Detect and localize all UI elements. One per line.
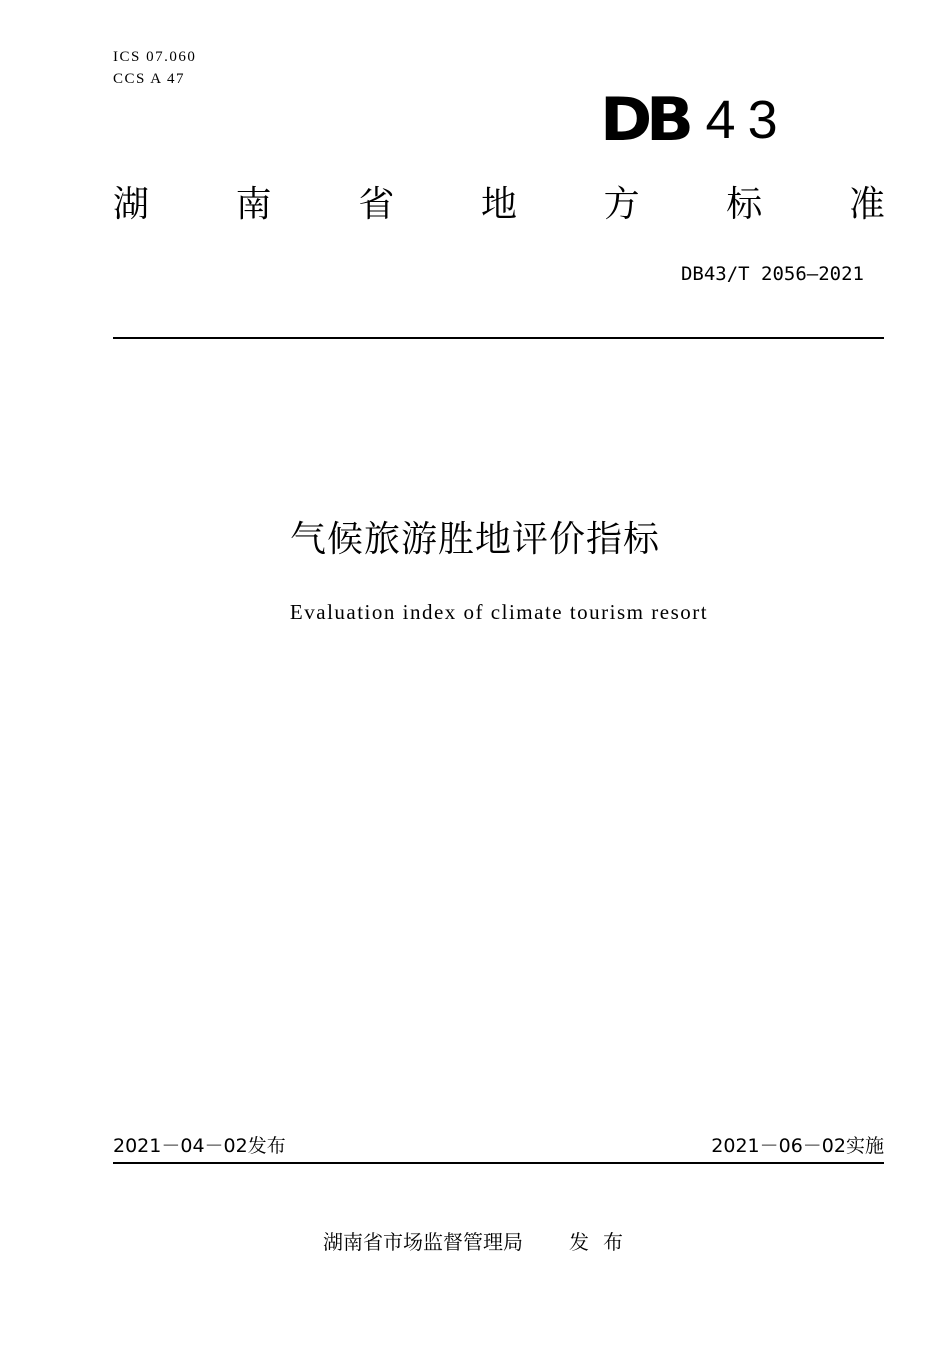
implementation-label: 实施 bbox=[845, 1135, 884, 1157]
standard-type-char: 准 bbox=[848, 184, 885, 225]
standard-number: DB43/T 2056—2021 bbox=[680, 263, 864, 285]
implementation-date-line bbox=[711, 1132, 884, 1160]
issuer-action: 布 bbox=[603, 1230, 623, 1254]
db-region-code: 43 bbox=[705, 90, 790, 150]
issuer-line bbox=[323, 1228, 623, 1256]
issue-date-line bbox=[113, 1132, 286, 1160]
db-mark: DB bbox=[600, 85, 688, 155]
issue-date: 2021－04－02 bbox=[113, 1135, 248, 1157]
issuer-action: 发 bbox=[569, 1230, 589, 1254]
issuer-name: 湖南省市场监督管理局 bbox=[323, 1230, 523, 1254]
ics-code: ICS 07.060 bbox=[113, 49, 197, 65]
document-title-cn: 气候旅游胜地评价指标 bbox=[289, 519, 660, 560]
standard-type-char: 方 bbox=[603, 184, 640, 225]
standard-type-char: 省 bbox=[358, 184, 395, 225]
implementation-date: 2021－06－02 bbox=[711, 1135, 846, 1157]
standard-type-char: 南 bbox=[235, 184, 272, 225]
issue-label: 发布 bbox=[247, 1135, 286, 1157]
document-title-en: Evaluation index of climate tourism resort bbox=[289, 600, 709, 624]
db-logo bbox=[600, 85, 790, 155]
standard-type-heading bbox=[113, 180, 885, 230]
bottom-divider bbox=[113, 1162, 884, 1164]
standard-type-char: 湖 bbox=[113, 184, 150, 225]
standard-type-char: 标 bbox=[726, 184, 763, 225]
standard-type-char: 地 bbox=[480, 184, 517, 225]
top-divider bbox=[113, 337, 884, 339]
ccs-code: CCS A 47 bbox=[113, 71, 186, 87]
classification-codes bbox=[113, 46, 196, 90]
